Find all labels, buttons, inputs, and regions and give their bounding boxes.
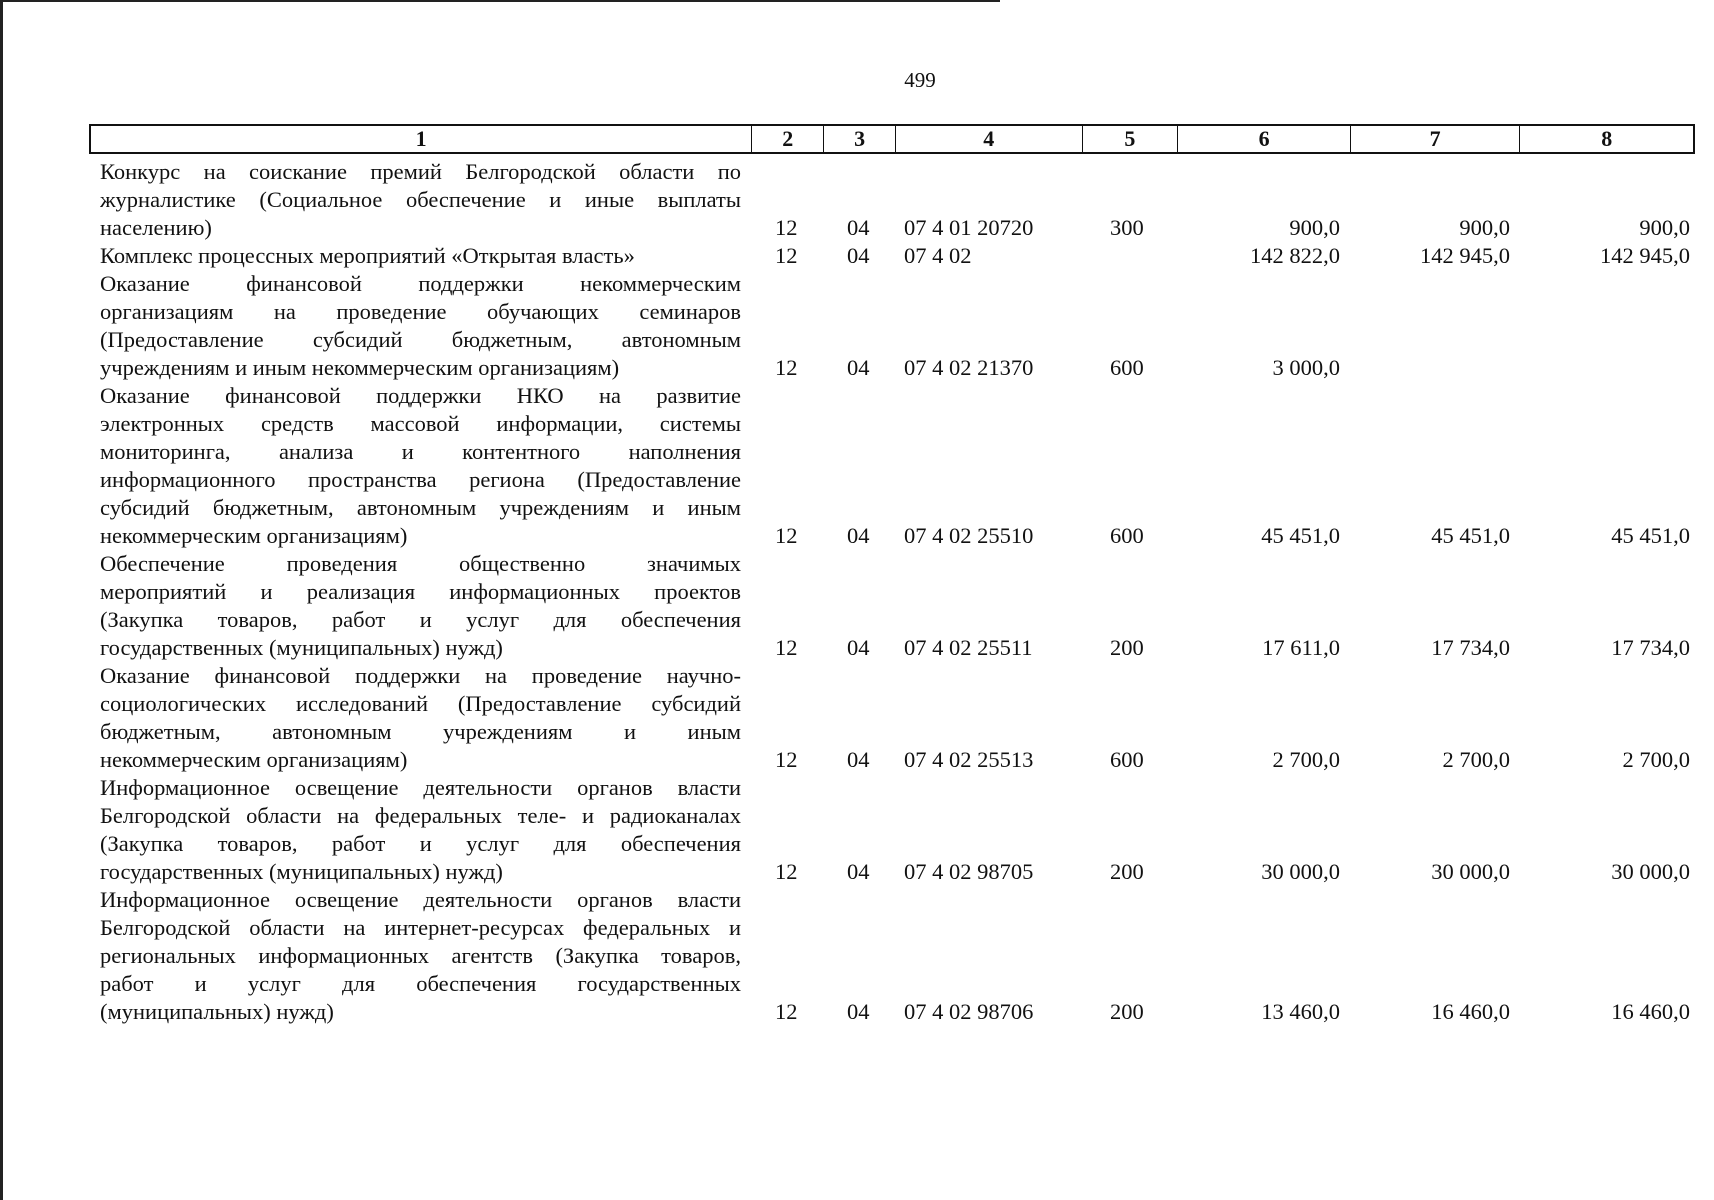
description-line: региональных информационных агентств (Закупка товаров, [100, 943, 741, 968]
description-line: (Закупка товаров, работ и услуг для обеспечения [100, 831, 741, 856]
cell-c4: 07 4 02 [904, 243, 972, 268]
description-line: Комплекс процессных мероприятий «Открытая власть» [100, 243, 635, 268]
cell-c2: 12 [775, 215, 798, 240]
cell-c3: 04 [847, 215, 870, 240]
description-line: учреждениям и иным некоммерческим организациям) [100, 355, 620, 380]
description-line: субсидий бюджетным, автономным учреждениям и иным [100, 495, 741, 520]
row-description [100, 662, 741, 774]
cell-c5: 300 [1110, 215, 1144, 240]
description-line: государственных (муниципальных) нужд) [100, 635, 503, 660]
cell-c5: 200 [1110, 635, 1144, 660]
description-line: некоммерческим организациям) [100, 523, 408, 548]
header-col-6: 6 [1178, 126, 1351, 152]
cell-c7: 17 734,0 [1431, 635, 1510, 660]
cell-c7: 30 000,0 [1431, 859, 1510, 884]
cell-c8: 142 945,0 [1600, 243, 1690, 268]
cell-c8: 30 000,0 [1611, 859, 1690, 884]
cell-c4: 07 4 01 20720 [904, 215, 1034, 240]
header-col-7: 7 [1351, 126, 1521, 152]
description-line: Оказание финансовой поддержки на проведение научно- [100, 663, 741, 688]
cell-c8: 45 451,0 [1611, 523, 1690, 548]
cell-c4: 07 4 02 25510 [904, 523, 1034, 548]
cell-c8: 17 734,0 [1611, 635, 1690, 660]
description-line: мероприятий и реализация информационных проектов [100, 579, 741, 604]
description-line: некоммерческим организациям) [100, 747, 408, 772]
header-col-4: 4 [896, 126, 1083, 152]
cell-c2: 12 [775, 523, 798, 548]
header-col-5: 5 [1083, 126, 1179, 152]
description-line: Оказание финансовой поддержки некоммерческим [100, 271, 741, 296]
cell-c7: 45 451,0 [1431, 523, 1510, 548]
cell-c3: 04 [847, 859, 870, 884]
cell-c4: 07 4 02 21370 [904, 355, 1034, 380]
description-line: бюджетным, автономным учреждениям и иным [100, 719, 741, 744]
cell-c6: 142 822,0 [1250, 243, 1340, 268]
description-line: информационного пространства региона (Предоставление [100, 467, 741, 492]
header-col-2: 2 [752, 126, 824, 152]
cell-c2: 12 [775, 859, 798, 884]
row-description [100, 158, 741, 242]
cell-c3: 04 [847, 523, 870, 548]
description-line: населению) [100, 215, 212, 240]
description-line: работ и услуг для обеспечения государственных [100, 971, 741, 996]
cell-c2: 12 [775, 747, 798, 772]
cell-c7: 900,0 [1459, 215, 1510, 240]
description-line: Белгородской области на интернет-ресурсах федеральных и [100, 915, 741, 940]
description-line: (муниципальных) нужд) [100, 999, 334, 1024]
cell-c2: 12 [775, 635, 798, 660]
cell-c6: 45 451,0 [1261, 523, 1340, 548]
cell-c2: 12 [775, 355, 798, 380]
page-number: 499 [904, 68, 936, 92]
description-line: (Предоставление субсидий бюджетным, автономным [100, 327, 741, 352]
description-line: Обеспечение проведения общественно значимых [100, 551, 741, 576]
cell-c3: 04 [847, 747, 870, 772]
description-line: журналистике (Социальное обеспечение и иные выплаты [100, 187, 741, 212]
cell-c6: 900,0 [1289, 215, 1340, 240]
cell-c5: 600 [1110, 355, 1144, 380]
cell-c6: 3 000,0 [1272, 355, 1340, 380]
row-description [100, 774, 741, 886]
description-line: (Закупка товаров, работ и услуг для обеспечения [100, 607, 741, 632]
cell-c5: 200 [1110, 859, 1144, 884]
description-line: мониторинга, анализа и контентного наполнения [100, 439, 741, 464]
row-description [100, 242, 741, 270]
cell-c5: 600 [1110, 747, 1144, 772]
row-description [100, 270, 741, 382]
row-description [100, 550, 741, 662]
header-col-3: 3 [824, 126, 896, 152]
cell-c4: 07 4 02 25513 [904, 747, 1034, 772]
cell-c3: 04 [847, 635, 870, 660]
description-line: государственных (муниципальных) нужд) [100, 859, 503, 884]
cell-c7: 2 700,0 [1442, 747, 1510, 772]
description-line: Оказание финансовой поддержки НКО на развитие [100, 383, 741, 408]
row-description [100, 382, 741, 550]
description-line: социологических исследований (Предоставление субсидий [100, 691, 741, 716]
cell-c4: 07 4 02 98705 [904, 859, 1034, 884]
cell-c5: 200 [1110, 999, 1144, 1024]
description-line: организациям на проведение обучающих семинаров [100, 299, 741, 324]
cell-c8: 2 700,0 [1622, 747, 1690, 772]
cell-c2: 12 [775, 243, 798, 268]
cell-c3: 04 [847, 243, 870, 268]
cell-c6: 13 460,0 [1261, 999, 1340, 1024]
cell-c6: 17 611,0 [1262, 635, 1340, 660]
description-line: Конкурс на соискание премий Белгородской области по [100, 159, 741, 184]
description-line: Информационное освещение деятельности органов власти [100, 887, 741, 912]
cell-c8: 900,0 [1639, 215, 1690, 240]
cell-c8: 16 460,0 [1611, 999, 1690, 1024]
cell-c7: 142 945,0 [1420, 243, 1510, 268]
cell-c2: 12 [775, 999, 798, 1024]
cell-c4: 07 4 02 25511 [904, 635, 1033, 660]
cell-c4: 07 4 02 98706 [904, 999, 1034, 1024]
cell-c7: 16 460,0 [1431, 999, 1510, 1024]
description-line: Белгородской области на федеральных теле- и радиоканалах [100, 803, 741, 828]
description-line: Информационное освещение деятельности органов власти [100, 775, 741, 800]
cell-c6: 2 700,0 [1272, 747, 1340, 772]
cell-c3: 04 [847, 999, 870, 1024]
row-description [100, 886, 741, 1026]
header-col-8: 8 [1601, 126, 1613, 151]
cell-c5: 600 [1110, 523, 1144, 548]
header-col-1: 1 [91, 126, 752, 152]
cell-c3: 04 [847, 355, 870, 380]
cell-c6: 30 000,0 [1261, 859, 1340, 884]
description-line: электронных средств массовой информации, системы [100, 411, 741, 436]
